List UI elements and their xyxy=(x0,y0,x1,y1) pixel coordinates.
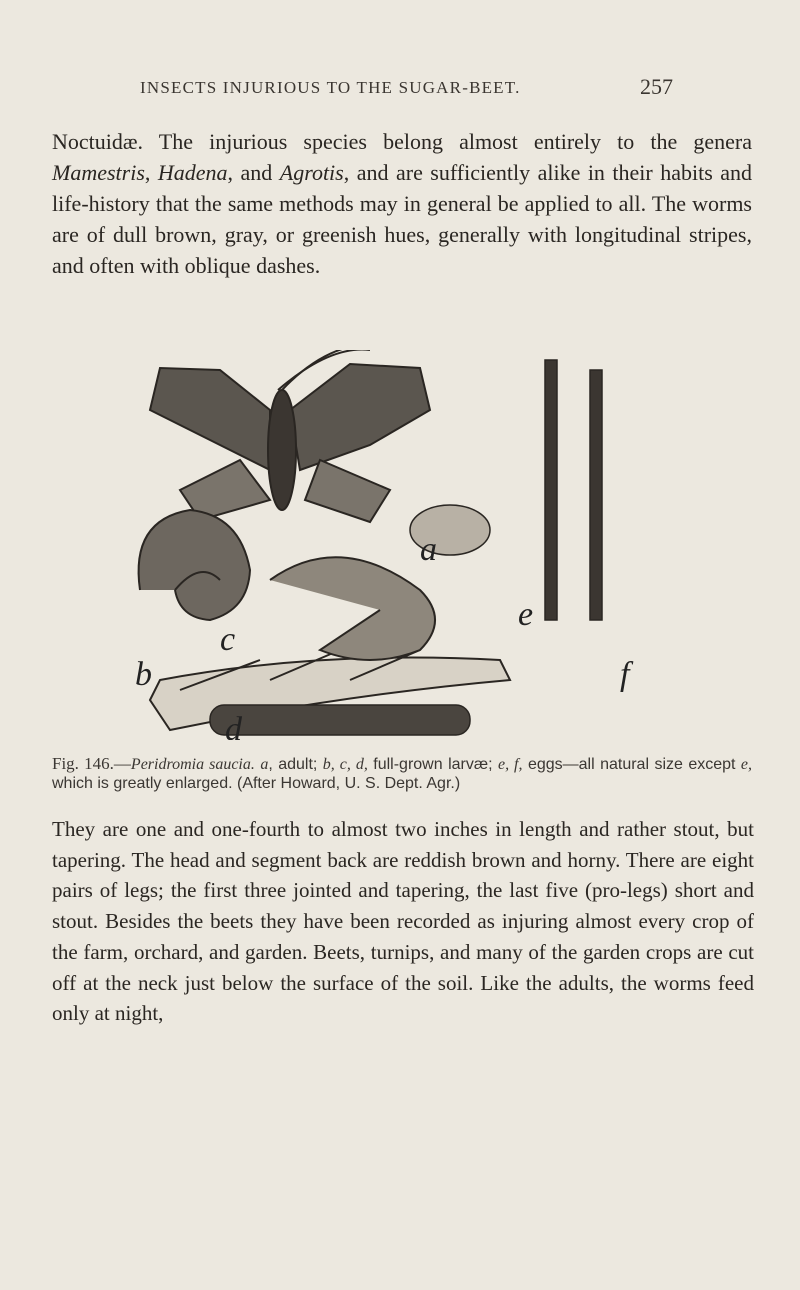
moth-illustration xyxy=(120,350,660,740)
paragraph-intro-text1: Noctuidæ. The injurious species belong almost entirely to the genera xyxy=(52,129,752,154)
caption-fig-label: Fig. 146.— xyxy=(52,754,131,773)
sep2: , and xyxy=(227,160,280,185)
eggs-f xyxy=(545,360,602,620)
label-f: f xyxy=(620,656,630,693)
paragraph-intro xyxy=(52,126,752,281)
adult-moth xyxy=(150,350,430,522)
genus-agrotis: Agrotis xyxy=(279,160,344,185)
caption-species: Peridromia saucia. xyxy=(130,756,255,773)
caption-text3: full-grown larvæ; xyxy=(367,756,498,773)
sep1: , xyxy=(144,160,158,185)
caption-ef: e, f, xyxy=(497,756,523,773)
caption-bcd: b, c, d, xyxy=(322,756,368,773)
label-a: a xyxy=(420,531,437,568)
larva-d xyxy=(210,705,470,735)
figure-caption xyxy=(52,754,752,793)
caption-text4: eggs—all natural size except xyxy=(522,756,741,773)
label-e: e xyxy=(518,596,534,633)
caption-a: a xyxy=(260,756,269,773)
caption-e: e, xyxy=(740,756,753,773)
caption-text2: , adult; xyxy=(268,756,323,773)
caption-text5: which is greatly enlarged. (After Howard, U. S. Dept. Agr.) xyxy=(52,775,461,792)
label-b: b xyxy=(135,656,152,693)
larva-e xyxy=(270,557,435,660)
paragraph-intro-text2: , and are sufficiently alike in their habits and life-history that the same methods may in general be applied to all. The worms are of dull brown, gray, or greenish hues, generally with longitudinal stripes, and often with oblique dashes. xyxy=(52,160,753,278)
genus-mamestris: Mamestris xyxy=(52,160,145,185)
paragraph-larvae: They are one and one-fourth to almost two inches in length and rather stout, but tapering. The head and segment back are reddish brown and horny. There are eight pairs of legs; the first three jointed and tapering, the last five (pro-legs) short and stout. Besides the beets they have been recorded as injuring almost every crop of the farm, orchard, and garden. Beets, turnips, and many of the garden crops are cut off at the neck just below the surface of the soil. Like the adults, the worms feed only at night, xyxy=(52,817,754,1026)
genus-hadena: Hadena xyxy=(157,160,228,185)
page-number: 257 xyxy=(640,74,673,99)
larva-c xyxy=(139,510,250,620)
running-head: INSECTS INJURIOUS TO THE SUGAR-BEET. xyxy=(140,78,521,97)
label-d: d xyxy=(225,711,242,740)
label-c: c xyxy=(220,621,236,658)
